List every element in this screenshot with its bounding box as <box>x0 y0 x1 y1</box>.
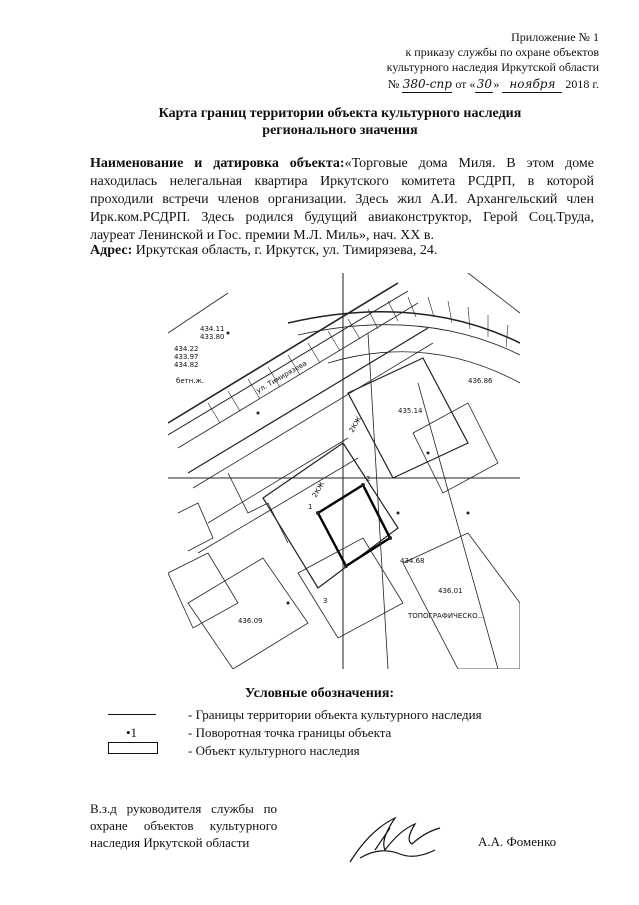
order-number-prefix: № <box>387 77 400 91</box>
map-label: 434.68 <box>400 557 425 565</box>
boundary-line-symbol <box>108 714 156 715</box>
order-date-month: ноября <box>502 77 562 93</box>
map-label: 436.01 <box>438 587 463 595</box>
appendix-line1: Приложение № 1 <box>511 30 599 44</box>
document-title <box>60 105 620 139</box>
legend-item-turning-point: - Поворотная точка границы объекта <box>188 725 392 740</box>
heritage-object-symbol <box>108 742 158 754</box>
object-name-label: Наименование и датировка объекта: <box>90 156 345 171</box>
address-text: Иркутская область, г. Иркутск, ул. Тимирязева, 24. <box>135 243 438 258</box>
map-label: 435.14 <box>398 407 423 415</box>
order-date-year: 2018 г. <box>565 77 599 91</box>
order-number-line <box>387 77 599 93</box>
object-name-text: «Торговые дома Миля. В этом доме находилась нелегальная квартира Иркутского комитета РСДРП, в которой проходили встречи членов организации. Здесь жил А.И. Архангельский член Ирк.ком.РСДРП. Здесь родился будущий авиаконструктор, Герой Соц.Труда, лауреат Ленинской и Гос. премии М.Л. Миль», нач. XX в. <box>90 156 594 243</box>
map-label: 434.22 <box>174 345 199 353</box>
order-number-handwritten: 380-спр <box>402 77 452 91</box>
object-address <box>90 242 594 260</box>
map-label: 1 <box>308 503 313 511</box>
map-label: 433.97 <box>174 353 199 361</box>
map-label: 2КЖ <box>310 480 327 499</box>
signer-name: А.А. Фоменко <box>478 834 557 849</box>
address-label: Адрес: <box>90 243 133 258</box>
signer-position <box>90 800 332 851</box>
legend-item-boundary: - Границы территории объекта культурного наследия <box>188 707 482 722</box>
title-line1: Карта границ территории объекта культурного наследия <box>158 106 522 121</box>
signer-position-line2: охране объектов культурного <box>90 818 278 833</box>
map-label: 2 <box>366 475 371 483</box>
order-date-day: 30 <box>476 77 493 91</box>
legend-item-heritage-object: - Объект культурного наследия <box>188 743 360 758</box>
map-label: 436.09 <box>238 617 263 625</box>
map-label: 436.86 <box>468 377 493 385</box>
title-line2: регионального значения <box>262 123 418 138</box>
turning-point-symbol: •1 <box>126 725 138 740</box>
map-label: 434.11 <box>200 325 225 333</box>
map-label: 2КЖ <box>347 415 364 434</box>
map-label: ул. Тимирязева <box>255 359 309 395</box>
boundary-map <box>168 273 520 669</box>
signer-position-line1: В.з.д руководителя службы по <box>90 801 278 816</box>
map-label: 434.82 <box>174 361 199 369</box>
appendix-line3: культурного наследия Иркутской области <box>386 60 599 74</box>
order-date-from: от « <box>455 77 476 91</box>
signer-position-line3: наследия Иркутской области <box>90 835 250 850</box>
legend-title: Условные обозначения: <box>244 686 395 701</box>
order-date-mid: » <box>493 77 500 91</box>
handwritten-signature <box>340 810 450 870</box>
appendix-block <box>387 30 599 93</box>
map-label: ТОПОГРАФИЧЕСКО... <box>408 612 485 620</box>
object-description <box>90 155 594 245</box>
map-label: 433.80 <box>200 333 225 341</box>
appendix-line2: к приказу службы по охране объектов <box>405 45 599 59</box>
map-label: 3 <box>323 597 328 605</box>
map-label: бетн.ж. <box>176 377 205 385</box>
